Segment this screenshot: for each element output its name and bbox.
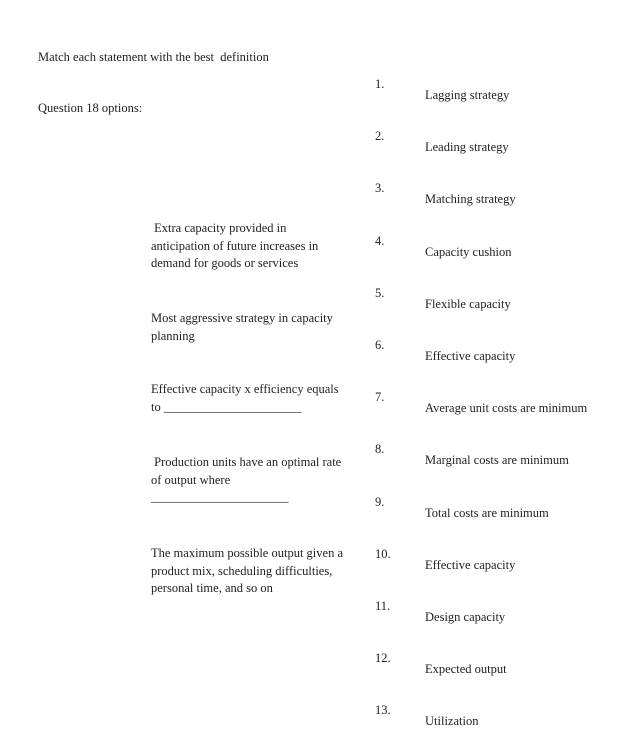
- option-number-10: 10.: [375, 547, 391, 561]
- option-number-4: 4.: [375, 234, 385, 248]
- option-label-9[interactable]: Total costs are minimum: [425, 506, 549, 520]
- option-number-9: 9.: [375, 495, 385, 509]
- option-number-7: 7.: [375, 390, 385, 404]
- option-label-2[interactable]: Leading strategy: [425, 140, 509, 154]
- option-number-3: 3.: [375, 181, 385, 195]
- statement-2: Most aggressive strategy in capacity planning: [151, 311, 333, 343]
- option-label-11[interactable]: Design capacity: [425, 610, 506, 624]
- statement-3: Effective capacity x efficiency equals to ______________________: [151, 382, 339, 414]
- question-label: Question 18 options:: [38, 101, 143, 115]
- instruction-text: Match each statement with the best definition: [38, 50, 269, 64]
- option-number-6: 6.: [375, 338, 385, 352]
- statement-5: The maximum possible output given a product mix, scheduling difficulties, personal time, and so on: [151, 546, 343, 595]
- option-label-10[interactable]: Effective capacity: [425, 558, 516, 572]
- statement-1: Extra capacity provided in anticipation of future increases in demand for goods or services: [151, 221, 319, 270]
- option-label-13[interactable]: Utilization: [425, 714, 479, 728]
- option-label-7[interactable]: Average unit costs are minimum: [425, 401, 588, 415]
- option-label-1[interactable]: Lagging strategy: [425, 88, 510, 102]
- option-number-2: 2.: [375, 129, 385, 143]
- option-label-3[interactable]: Matching strategy: [425, 192, 516, 206]
- option-label-5[interactable]: Flexible capacity: [425, 297, 511, 311]
- option-label-8[interactable]: Marginal costs are minimum: [425, 453, 569, 467]
- option-number-8: 8.: [375, 442, 385, 456]
- option-number-11: 11.: [375, 599, 391, 613]
- option-label-4[interactable]: Capacity cushion: [425, 245, 512, 259]
- question-header: [38, 15, 269, 134]
- option-number-1: 1.: [375, 77, 385, 91]
- option-number-5: 5.: [375, 286, 385, 300]
- option-number-13: 13.: [375, 703, 391, 717]
- option-label-12[interactable]: Expected output: [425, 662, 507, 676]
- option-number-12: 12.: [375, 651, 391, 665]
- option-label-6[interactable]: Effective capacity: [425, 349, 516, 363]
- statement-4: Production units have an optimal rate of output where ______________________: [151, 455, 342, 504]
